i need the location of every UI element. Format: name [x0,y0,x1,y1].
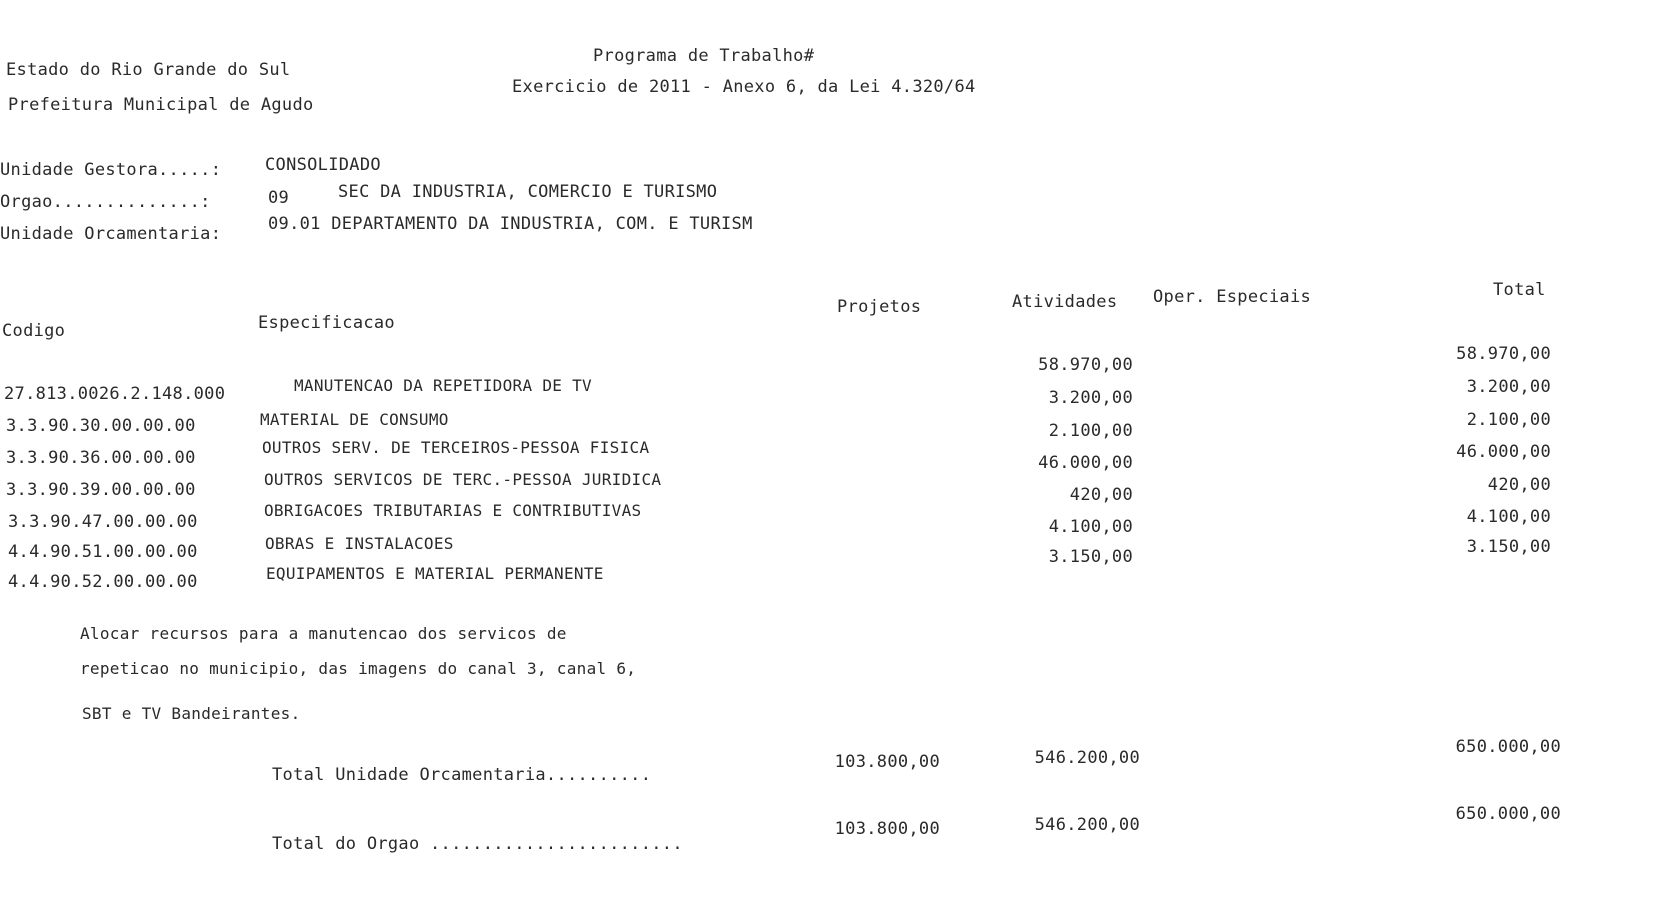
orgao-code: 09 [268,188,290,208]
row-1-atividades: 3.200,00 [1048,388,1133,408]
total-orgao-total: 650.000,00 [1455,804,1561,824]
row-3-codigo: 3.3.90.36.00.00.00 [6,448,196,468]
row-4-especificacao: OUTROS SERVICOS DE TERC.-PESSOA JURIDICA [264,470,662,489]
prefecture-name: Prefeitura Municipal de Agudo [8,95,314,115]
row-5-especificacao: OBRIGACOES TRIBUTARIAS E CONTRIBUTIVAS [264,501,642,520]
total-unidade-label: Total Unidade Orcamentaria.......... [272,765,652,785]
column-header-projetos: Projetos [837,297,922,317]
row-2-total: 2.100,00 [1466,410,1551,430]
row-5-atividades: 4.100,00 [1048,517,1133,537]
row-1-codigo: 27.813.0026.2.148.000 [4,384,226,404]
row-6-especificacao: OBRAS E INSTALACOES [265,534,454,553]
row-3-atividades: 46.000,00 [1038,453,1133,473]
column-header-oper-especiais: Oper. Especiais [1153,287,1312,307]
orgao-name: SEC DA INDUSTRIA, COMERCIO E TURISMO [338,182,718,202]
row-2-atividades: 2.100,00 [1048,421,1133,441]
row-4-total: 420,00 [1487,475,1551,495]
row-6-total: 3.150,00 [1466,537,1551,557]
row-6-atividades: 3.150,00 [1048,547,1133,567]
total-orgao-label: Total do Orgao ........................ [272,834,683,854]
column-header-especificacao: Especificacao [258,313,395,333]
row-0-total: 58.970,00 [1456,344,1551,364]
row-7-codigo: 4.4.90.52.00.00.00 [8,572,198,592]
orgao-label: Orgao..............: [0,192,211,212]
program-title: Programa de Trabalho# [593,46,815,66]
exercise-subtitle: Exercicio de 2011 - Anexo 6, da Lei 4.320/64 [512,77,976,97]
row-0-atividades: 58.970,00 [1038,355,1133,375]
total-orgao-atividades: 546.200,00 [1034,815,1140,835]
row-2-codigo: 3.3.90.30.00.00.00 [6,416,196,436]
row-1-especificacao: MANUTENCAO DA REPETIDORA DE TV [294,376,592,395]
total-orgao-projetos: 103.800,00 [834,819,940,839]
unidade-gestora-label: Unidade Gestora.....: [0,160,222,180]
unidade-orcamentaria-label: Unidade Orcamentaria: [0,224,222,244]
row-5-total: 4.100,00 [1466,507,1551,527]
column-header-atividades: Atividades [1012,292,1118,312]
row-4-codigo: 3.3.90.39.00.00.00 [6,480,196,500]
row-6-codigo: 4.4.90.51.00.00.00 [8,542,198,562]
unidade-gestora-value: CONSOLIDADO [265,155,381,175]
row-5-codigo: 3.3.90.47.00.00.00 [8,512,198,532]
column-header-total: Total [1493,280,1546,300]
state-name: Estado do Rio Grande do Sul [6,60,291,80]
description-line-2: repeticao no municipio, das imagens do canal 3, canal 6, [80,659,637,678]
row-3-especificacao: OUTROS SERV. DE TERCEIROS-PESSOA FISICA [262,438,650,457]
row-4-atividades: 420,00 [1069,485,1133,505]
total-unidade-total: 650.000,00 [1455,737,1561,757]
description-line-3: SBT e TV Bandeirantes. [82,704,301,723]
total-unidade-projetos: 103.800,00 [834,752,940,772]
row-1-total: 3.200,00 [1466,377,1551,397]
row-3-total: 46.000,00 [1456,442,1551,462]
total-unidade-atividades: 546.200,00 [1034,748,1140,768]
unidade-orcamentaria-value: 09.01 DEPARTAMENTO DA INDUSTRIA, COM. E TURISM [268,214,753,234]
description-line-1: Alocar recursos para a manutencao dos servicos de [80,624,567,643]
row-7-especificacao: EQUIPAMENTOS E MATERIAL PERMANENTE [266,564,604,583]
row-2-especificacao: MATERIAL DE CONSUMO [260,410,449,429]
column-header-codigo: Codigo [2,321,66,341]
